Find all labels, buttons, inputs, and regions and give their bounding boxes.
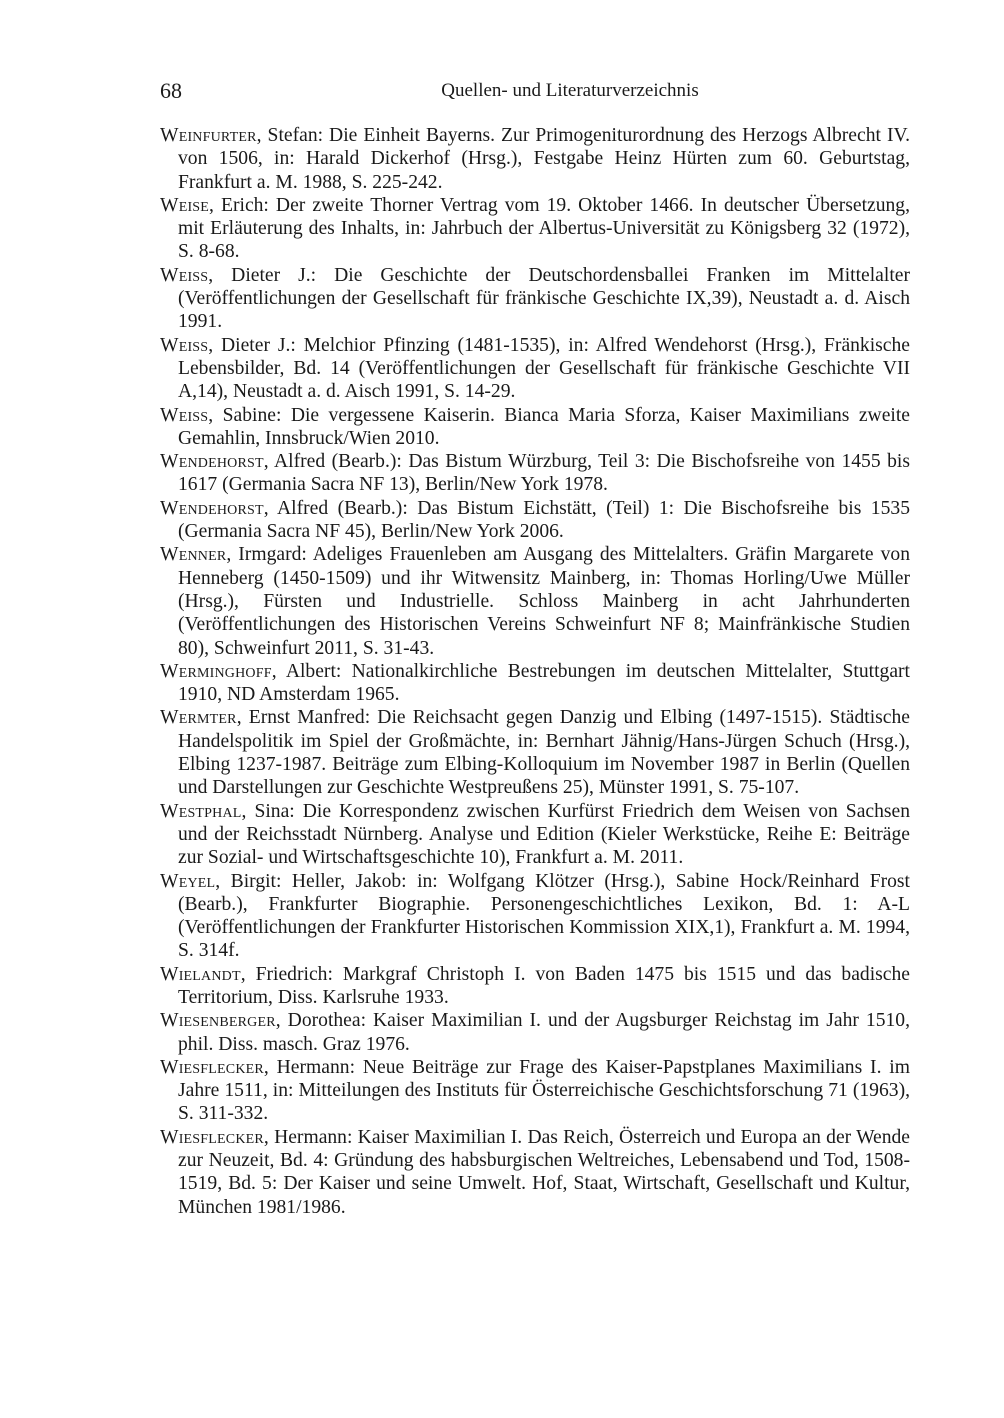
entry-text: , Hermann: Kaiser Maximilian I. Das Reich, Österreich und Europa an der Wende zur Neuzeit, Bd. 4: Gründung des habsburgischen Weltreiches, Lebensabend und Tod, 1508-1519, Bd. 5: Der Kaiser und seine Umwelt. Hof, Staat, Wirtschaft, Gesellschaft und Kultur, München 1981/1986.	[178, 1126, 910, 1218]
bibliography-entry	[160, 1009, 910, 1056]
bibliography-entry	[160, 963, 910, 1010]
bibliography-entry	[160, 870, 910, 963]
page-header	[160, 78, 910, 108]
entry-text: , Irmgard: Adeliges Frauenleben am Ausgang des Mittelalters. Gräfin Margarete von Henneberg (1450-1509) und ihr Witwensitz Mainberg, in: Thomas Horling/Uwe Müller (Hrsg.), Fürsten und Industrielle. Schloss Mainberg in acht Jahrhunderten (Veröffentlichungen des Historischen Vereins Schweinfurt NF 8; Mainfränkische Studien 80), Schweinfurt 2011, S. 31-43.	[178, 544, 910, 659]
running-title: Quellen- und Literaturverzeichnis	[441, 80, 699, 101]
entry-author: Weiss	[160, 404, 209, 426]
entry-text: , Dorothea: Kaiser Maximilian I. und der Augsburger Reichstag im Jahr 1510, phil. Diss. masch. Graz 1976.	[178, 1010, 910, 1055]
entry-text: , Hermann: Neue Beiträge zur Frage des Kaiser-Papstplanes Maximilians I. im Jahre 1511, in: Mitteilungen des Instituts für Österreichische Geschichtsforschung 71 (1963), S. 311-332.	[178, 1056, 910, 1125]
entry-text: , Erich: Der zweite Thorner Vertrag vom 19. Oktober 1466. In deutscher Übersetzung, mit Erläuterung des Inhalts, in: Jahrbuch der Albertus-Universität zu Königsberg 32 (1972), S. 8-68.	[178, 194, 910, 263]
entry-text: , Birgit: Heller, Jakob: in: Wolfgang Klötzer (Hrsg.), Sabine Hock/Reinhard Frost (Bearb.), Frankfurter Biographie. Personengeschichtliches Lexikon, Bd. 1: A-L (Veröffentlichungen der Frankfurter Historischen Kommission XIX,1), Frankfurt a. M. 1994, S. 314f.	[178, 870, 910, 962]
entry-author: Werminghoff	[160, 660, 272, 682]
bibliography-entry	[160, 194, 910, 264]
entry-text: , Dieter J.: Die Geschichte der Deutschordensballei Franken im Mittelalter (Veröffentlichungen der Gesellschaft für fränkische Geschichte IX,39), Neustadt a. d. Aisch 1991.	[178, 264, 910, 333]
entry-author: Weiss	[160, 264, 209, 286]
entry-text: , Stefan: Die Einheit Bayerns. Zur Primogeniturordnung des Herzogs Albrecht IV. von 1506, in: Harald Dickerhof (Hrsg.), Festgabe Heinz Hürten zum 60. Geburtstag, Frankfurt a. M. 1988, S. 225-242.	[178, 125, 910, 193]
entry-author: Weyel	[160, 870, 216, 892]
entry-author: Wenner	[160, 544, 227, 566]
bibliography-entry	[160, 1056, 910, 1126]
bibliography-entry	[160, 660, 910, 707]
bibliography-entry	[160, 497, 910, 544]
page-number: 68	[160, 78, 182, 103]
entry-author: Wiesenberger	[160, 1010, 276, 1032]
bibliography-entry	[160, 543, 910, 659]
bibliography-list	[160, 124, 910, 1219]
bibliography-entry	[160, 800, 910, 870]
entry-text: , Sina: Die Korrespondenz zwischen Kurfürst Friedrich dem Weisen von Sachsen und der Reichsstadt Nürnberg. Analyse und Edition (Kieler Werkstücke, Reihe E: Beiträge zur Sozial- und Wirtschaftsgeschichte 10), Frankfurt a. M. 2011.	[178, 800, 910, 869]
bibliography-entry	[160, 450, 910, 497]
entry-author: Weise	[160, 194, 210, 216]
entry-author: Wendehorst	[160, 497, 264, 519]
entry-author: Westphal	[160, 800, 242, 822]
entry-text: , Alfred (Bearb.): Das Bistum Würzburg, Teil 3: Die Bischofsreihe von 1455 bis 1617 (Germania Sacra NF 13), Berlin/New York 1978.	[178, 451, 910, 496]
bibliography-entry	[160, 706, 910, 799]
bibliography-entry	[160, 1126, 910, 1219]
entry-text: , Sabine: Die vergessene Kaiserin. Bianca Maria Sforza, Kaiser Maximilians zweite Gemahlin, Innsbruck/Wien 2010.	[178, 404, 910, 449]
bibliography-entry	[160, 124, 910, 194]
bibliography-entry	[160, 404, 910, 451]
entry-author: Weinfurter	[160, 125, 257, 146]
entry-text: , Friedrich: Markgraf Christoph I. von Baden 1475 bis 1515 und das badische Territorium, Diss. Karlsruhe 1933.	[178, 963, 910, 1008]
entry-text: , Ernst Manfred: Die Reichsacht gegen Danzig und Elbing (1497-1515). Städtische Handelspolitik im Spiel der Großmächte, in: Bernhart Jähnig/Hans-Jürgen Schuch (Hrsg.), Elbing 1237-1987. Beiträge zum Elbing-Kolloquium im November 1987 in Berlin (Quellen und Darstellungen zur Geschichte Westpreußens 25), Münster 1991, S. 75-107.	[178, 707, 910, 799]
entry-author: Wiesflecker	[160, 1056, 264, 1078]
bibliography-entry	[160, 334, 910, 404]
entry-author: Wendehorst	[160, 451, 264, 473]
entry-text: , Dieter J.: Melchior Pfinzing (1481-1535), in: Alfred Wendehorst (Hrsg.), Fränkische Lebensbilder, Bd. 14 (Veröffentlichungen der Gesellschaft für fränkische Geschichte VII A,14), Neustadt a. d. Aisch 1991, S. 14-29.	[178, 334, 910, 403]
entry-text: , Alfred (Bearb.): Das Bistum Eichstätt, (Teil) 1: Die Bischofsreihe bis 1535 (Germania Sacra NF 45), Berlin/New York 2006.	[178, 497, 910, 543]
entry-author: Wielandt	[160, 963, 241, 985]
bibliography-entry	[160, 264, 910, 334]
entry-author: Weiss	[160, 334, 209, 356]
entry-text: , Albert: Nationalkirchliche Bestrebungen im deutschen Mittelalter, Stuttgart 1910, ND Amsterdam 1965.	[178, 660, 910, 706]
entry-author: Wiesflecker	[160, 1126, 264, 1148]
entry-author: Wermter	[160, 707, 237, 729]
